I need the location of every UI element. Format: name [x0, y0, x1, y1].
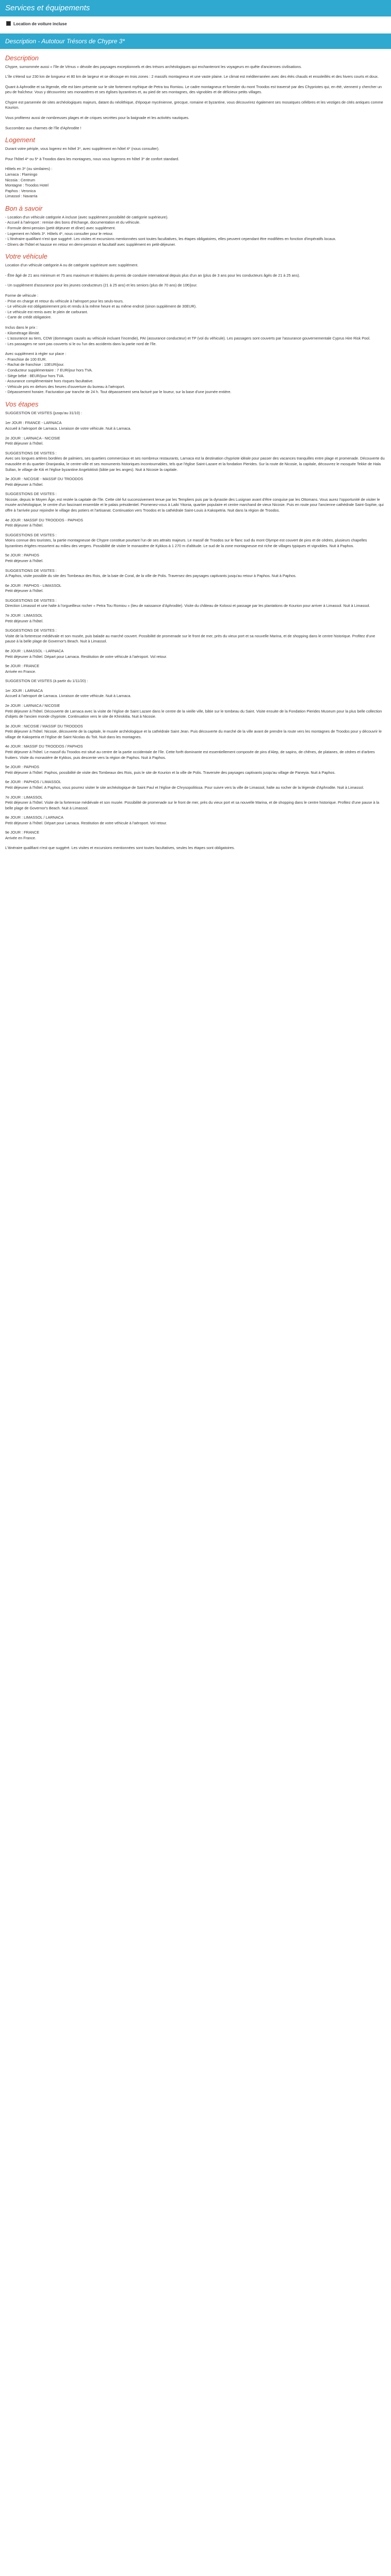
description-paragraph: Succombez aux charmes de l'île d'Aphrodite ! [5, 125, 82, 130]
day-text: Petit déjeuner à l'hôtel. [5, 441, 44, 446]
itinerary-day [5, 795, 386, 811]
day-text: Accueil à l'aéroport de Larnaca. Livraison de votre véhicule. Nuit à Larnaca. [5, 693, 132, 699]
section-title: Description - Autotour Trésors de Chypre 3* [0, 33, 391, 49]
formule-list [5, 293, 386, 320]
day-title: 6e JOUR : PAPHOS / LIMASSOL [5, 779, 61, 785]
itinerary-day [5, 533, 386, 549]
itinerary-day [5, 765, 386, 775]
day-text: Nicosie, depuis le Moyen Âge, est restée la capitale de l'île. Cette cité fut successivement tenue par les Templiers puis par la dynastie des Lusignan avant d'être conquise par les Ottomans. Vous aurez l'opportunité de visiter le musée archéologique, le centre d'un fascinant ensemble et le palais présidentiel. Promenez-vous à Laiki Yitonia, quartier populaire et centre marchand de vieux Nicosie. Puis en route pour l'ancienne cathédrale Saint-Sophie, qui offre à l'arrivée pour rejoindre le village des potiers et l'artisanat. Continuation vers Troodos et la cathédrale Saint-Louis à Kakopetria. Nuit dans la région de Troodos. [5, 497, 384, 513]
day-title: 4e JOUR : MASSIF DU TROODOS / PAPHOS [5, 744, 83, 749]
formule-item: - Le véhicule est remis avec le plein de carburant. [5, 309, 88, 314]
day-text: Moins connue des touristes, la partie montagneuse de Chypre constitue pourtant l'un de ses attraits majeurs. Le massif de Troodos sur le flanc sud du mont Olympe est couvert de pins et de cèdres, plusieurs chapelles byzantines érigées ressortent au milieu des vergers. Possibilité de visiter le monastère de Kykkos à 1 270 m d'altitude. Le sud de la zone montagneuse est riche de villages typiques et vignobles. Nuit à Paphos. [5, 538, 367, 548]
inclus-item: - L'assurance au tiers, CDW (dommages causés au véhicule incluant l'incendie), PAI (assurance conducteur) et TP (vol du véhicule). Les passagers sont couverts par l'assurance gouvernementale Cyprus Hire Risk Pool. [5, 336, 370, 341]
bon-a-savoir-heading: Bon à savoir [5, 204, 43, 212]
vehicule-age: - Être âgé de 21 ans minimum et 75 ans maximum et titulaires du permis de conduire international depuis plus d'un an (plus de 3 ans pour les conducteurs âgés de 21 à 25 ans). [5, 273, 300, 278]
day-title: 5e JOUR : PAPHOS [5, 765, 39, 770]
day-text: Petit déjeuner à l'hôtel. [5, 523, 44, 528]
day-text: Petit déjeuner à l'hôtel. Départ pour Larnaca. Restitution de votre véhicule à l'aéroport. Vol retour. [5, 820, 167, 825]
day-text: Petit déjeuner à l'hôtel. A Paphos, vous pourrez visiter le site archéologique de Saint Paul et l'église de Chrysopolitissa. Pour suivre vers la ville de Limassol, halte au rocher de la légende d'Aphrodite. Nuit à Limassol. [5, 785, 364, 790]
hotel-list-title: Hôtels en 3* (ou similaires) : [5, 166, 53, 172]
day-title: SUGGESTIONS DE VISITES : [5, 598, 57, 603]
day-title: SUGGESTIONS DE VISITES : [5, 532, 57, 537]
logement-heading: Logement [5, 136, 35, 144]
info-item: - Accueil à l'aéroport : remise des bons d'échange, documentation et du véhicule. [5, 220, 140, 225]
day-title: 6e JOUR : PAPHOS - LIMASSOL [5, 583, 61, 588]
itinerary-day [5, 436, 386, 447]
day-title: 9e JOUR : FRANCE [5, 830, 40, 835]
description-paragraph: Chypre est parsemée de sites archéologiques majeurs, datant du néolithique, d'époque mycénienne, grecque, romaine et byzantine, vous découvrirez également ses mosaïques célèbres et les vestiges de cités antiques comme Kourion. [5, 99, 383, 110]
day-text: Arrivée en France. [5, 835, 37, 840]
day-text: Petit déjeuner à l'hôtel. [5, 588, 44, 594]
suggestion-title: SUGGESTION DE VISITES (jusqu'au 31/10) : [5, 410, 83, 415]
formule-item: - Carte de crédit obligatoire. [5, 315, 52, 320]
itinerary-day [5, 598, 386, 609]
day-title: SUGGESTIONS DE VISITES : [5, 568, 57, 573]
logement-note: Pour l'hôtel 4* ou 5* à Troodos dans les montagnes, nous vous logerons en hôtel 3* de confort standard. [5, 156, 180, 161]
day-title: SUGGESTIONS DE VISITES : [5, 450, 57, 455]
itinerary-footer: L'itinéraire qualifiant n'est que suggéré. Les visites et excursions mentionnées sont toutes facultatives, seules les étapes sont obligatoires. [5, 845, 235, 850]
itinerary-day [5, 724, 386, 740]
day-title: 2e JOUR : LARNACA / NICOSIE [5, 703, 60, 708]
inclus-item: - Les passagers ne sont pas couverts si le ou l'un des accidents dans la partie nord de l'île. [5, 341, 157, 346]
etapes-heading: Vos étapes [5, 400, 39, 408]
supplement-item: - Assurance complémentaire hors risques facultative. [5, 379, 94, 384]
day-title: SUGGESTIONS DE VISITES : [5, 628, 57, 633]
itinerary-day [5, 568, 386, 579]
day-text: Petit déjeuner à l'hôtel. Nicosie, découverte de la capitale, le musée archéologique et la cathédrale Saint Jean. Puis découverte du marché de la ville avant de prendre la route vers les montagnes de Troodos pour y découvrir le village de Kakopetria et l'église de Saint Nicolas du Toit. Nuit dans les montagnes. [5, 729, 382, 739]
day-title: 7e JOUR : LIMASSOL [5, 794, 43, 800]
info-item: - Location d'un véhicule catégorie A incluse (avec supplément possibilité de catégorie supérieure). [5, 214, 169, 219]
day-text: Petit déjeuner à l'hôtel. Paphos, possibilité de visite des Tombeaux des Rois, puis le site de Kourion et la ville de Polis. Traversée des paysages captivants jusqu'au village de Paneyia. Nuit à Paphos. [5, 770, 336, 775]
description-paragraph: L'île s'étend sur 230 km de longueur et 80 km de largeur et se découpe en trois zones : 2 massifs montagneux et une vaste plaine. Le climat est méditerranéen avec des étés chauds et ensoleillés et des hivers courts et doux. [5, 74, 379, 79]
day-text: Accueil à l'aéroport de Larnaca. Livraison de votre véhicule. Nuit à Larnaca. [5, 426, 132, 431]
itinerary-day [5, 420, 386, 431]
hotel-item: Montagne : Troodos Hotel [5, 183, 48, 188]
itinerary-day [5, 830, 386, 841]
day-text: Petit déjeuner à l'hôtel. [5, 558, 44, 564]
formule-item: - Le véhicule est obligatoirement pris et rendu à la même heure et au même endroit (sinon supplément de 30EUR). [5, 304, 197, 309]
day-text: Petit déjeuner à l'hôtel. Le massif du Troodos est situé au centre de la partie occidentale de l'île. Cette forêt dominante est essentiellement composée de pins d'Alep, de sapins, de chênes, de platanes, de cèdres et d'arbres fruitiers. Visite du monastère de Kykkos, puis descente vers la région de Paphos. Nuit à Paphos. [5, 750, 375, 760]
hotel-list [5, 166, 386, 199]
formule-item: - Prise en charge et retour du véhicule à l'aéroport pour les seuls-tours. [5, 298, 124, 303]
itinerary-day [5, 703, 386, 720]
day-title: 9e JOUR : FRANCE [5, 664, 40, 669]
vehicule-heading: Votre véhicule [5, 252, 47, 261]
supplement-item: - Franchise de 100 EUR. [5, 357, 47, 362]
hotel-item: Limassol : Navarria [5, 194, 38, 199]
vehicule-supplement: - Un supplément d'assurance pour les jeunes conducteurs (21 à 25 ans) et les seniors (plus de 70 ans) de 10€/jour. [5, 283, 198, 288]
vehicule-intro: Location d'un véhicule catégorie A ou de catégorie supérieure avec supplément. [5, 263, 139, 268]
services-header: Services et équipements [0, 0, 391, 16]
car-rental-label: Location de voiture incluse [13, 22, 67, 26]
day-title: 1er JOUR : LARNACA [5, 688, 43, 693]
day-text: A Paphos, visite possible du site des Tombeaux des Rois, de la baie de Coral, de la ville de Polis. Traversez des paysages captivants jusqu'au retour à Paphos. Nuit à Paphos. [5, 573, 297, 579]
itinerary-day [5, 664, 386, 674]
itinerary-day [5, 583, 386, 594]
formule-title: Forme de véhicule : [5, 293, 39, 298]
day-title: 7e JOUR : LIMASSOL [5, 613, 43, 618]
inclus-item: - Kilométrage illimité. [5, 330, 40, 335]
itinerary-day [5, 688, 386, 699]
checkbox-icon[interactable] [6, 21, 11, 26]
supplement-item: - Rachat de franchise : 10EUR/jour. [5, 362, 64, 367]
itinerary-day [5, 628, 386, 645]
car-rental-option[interactable] [0, 16, 391, 32]
supplement-item: - Siège bébé : 8EUR/jour hors TVA. [5, 373, 64, 378]
day-text: Visite de la forteresse médiévale et son musée, puis balade au marché couvert. Possibilité de promenade sur le front de mer, près du vieux port et sa nouvelle Marina, et de shopping dans le centre historique. Profitez d'une pause à la belle plage de Governor's Beach. Nuit à Limassol. [5, 633, 376, 644]
day-text: Petit déjeuner à l'hôtel. Découverte de Larnaca avec la visite de l'église de Saint Lazare dans le centre de la vieille ville, bâtie sur le tombeau du Saint. Visite ensuite de la Fondation Pierides Museum pour la plus belle collection d'objets de l'ancien monde chypriote. Continuation vers le site de Khirokitia. Nuit à Nicosie. [5, 708, 382, 719]
inclus-list [5, 325, 386, 347]
itinerary [5, 420, 386, 841]
itinerary-day [5, 613, 386, 624]
day-text: Petit déjeuner à l'hôtel. Visite de la forteresse médiévale et son musée. Possibilité de promenade sur le front de mer, près du vieux port et sa nouvelle Marina, et de shopping dans le centre historique. Profitez d'une pause à la belle plage de Governor's Beach. Nuit à Limassol. [5, 800, 380, 810]
day-text: Avec ses longues artères bordées de palmiers, ses quartiers commerciaux et ses nombreux restaurants, Larnaca est la destination chypriote idéale pour passer des vacances tranquilles entre plage et promenade. Découverte du mausolée et du quartier Oranjaraka, le centre-ville et ses monuments historiques incontournables, tels que l'église Saint-Lazare et la fondation Pierides. Sur la route de Nicosie, la capitale, découvrez le mosquée Tekke de Hala Sultan, le village de Kiti et l'église byzantine Angeloktisti (bâtie par les anges). Nuit à Nicosie la capitale. [5, 456, 385, 472]
hotel-item: Larnaca : Flamingo [5, 172, 38, 177]
description-body [5, 64, 386, 131]
supplement-item: - Dépassement horaire. Facturation par tranche de 24 h. Tout dépassement sera facturé par le loueur, sur la base d'une journée entière. [5, 389, 232, 395]
info-item: - Logement en hôtels 3*. Hôtels 4*, nous consulter pour le retour. [5, 231, 113, 236]
description-heading: Description [5, 54, 39, 62]
day-text: Arrivée en France. [5, 669, 37, 674]
day-title: 1er JOUR : FRANCE - LARNACA [5, 420, 62, 426]
description-paragraph: Vous profiterez aussi de nombreuses plages et de criques secrètes pour la baignade et les activités nautiques. [5, 115, 189, 121]
day-text: Petit déjeuner à l'hôtel. [5, 618, 44, 623]
supplement-title: Avec supplément à régler sur place : [5, 351, 67, 357]
itinerary-day [5, 553, 386, 564]
itinerary-day [5, 779, 386, 790]
itinerary-day [5, 477, 386, 487]
inclus-title: Inclus dans le prix : [5, 325, 38, 330]
info-item: - L'itinéraire qualifiant n'est que suggéré. Les visites et excursions mentionnées sont toutes facultatives, les étapes obligatoires, elles peuvent cependant être modifiées en fonction d'impératifs locaux. [5, 236, 336, 242]
day-title: 3e JOUR : NICOSIE / MASSIF DU TROODOS [5, 723, 83, 728]
supplement-item: - Conducteur supplémentaire : 7 EUR/jour hors TVA. [5, 367, 93, 372]
info-item: - Formule demi-pension (petit déjeuner et dîner) avec supplément. [5, 226, 116, 230]
itinerary-day [5, 518, 386, 529]
description-paragraph: Chypre, surnommée aussi « l'île de Vénus » dévoile des paysages exceptionnels et des trésors archéologiques qui enchanteront les voyageurs en quête d'anciennes civilisations. [5, 64, 302, 69]
supplement-item: - Véhicule pris en dehors des heures d'ouverture du bureau à l'aéroport. [5, 384, 125, 389]
itinerary-day [5, 649, 386, 659]
supplement-list [5, 351, 386, 395]
content [0, 54, 391, 851]
itinerary-day [5, 815, 386, 826]
day-title: SUGGESTION DE VISITES (à partir du 1/11/20) : [5, 679, 88, 684]
info-item: - Dîners de l'hôtel et hausse en retour en demi-pension et facultatif avec supplément en petit-déjeuner. [5, 242, 176, 247]
itinerary-day [5, 679, 386, 684]
page [0, 0, 391, 855]
day-text: Petit déjeuner à l'hôtel. [5, 482, 44, 487]
day-title: 5e JOUR : PAPHOS [5, 553, 39, 558]
day-title: SUGGESTIONS DE VISITES : [5, 492, 57, 497]
bon-a-savoir-list [5, 215, 386, 247]
description-paragraph: Quant à Aphrodite et sa légende, elle est bien présente sur le site fortement mythique de Petra tou Romiou. Le cadre montagneux et forestier du mont Troodos est traversé par des Chypriotes qui, en été, viennent y chercher un peu de fraîcheur. Vous y découvrirez ses monastères et ses églises byzantines et, au pied de ses montagnes, des vignobles et de délicieux petits villages. [5, 84, 382, 95]
hotel-item: Paphos : Veronica [5, 188, 36, 193]
day-text: Direction Limassol et une halte à l'orgueilleux rocher « Petra Tou Romiou » (lieu de naissance d'Aphrodite). Visite du château de Kolossi et passage par les plantations de Kourion pour arriver à Limassol. Nuit à Limassol. [5, 603, 370, 608]
day-text: Petit déjeuner à l'hôtel. Départ pour Larnaca. Restitution de votre véhicule à l'aéroport. Vol retour. [5, 654, 167, 659]
day-title: 3e JOUR : NICOSIE - MASSIF DU TROODOS [5, 477, 84, 482]
itinerary-day [5, 744, 386, 760]
hotel-item: Nicosia : Centrum [5, 177, 35, 182]
logement-intro: Durant votre périple, vous logerez en hôtel 3*, avec supplément en hôtel 4* (nous consulter). [5, 146, 159, 151]
day-title: 8e JOUR : LIMASSOL - LARNACA [5, 648, 64, 653]
itinerary-day [5, 451, 386, 472]
day-title: 2e JOUR : LARNACA - NICOSIE [5, 435, 60, 440]
day-title: 4e JOUR : MASSIF DU TROODOS - PAPHOS [5, 517, 83, 522]
itinerary-day [5, 492, 386, 513]
day-title: 8e JOUR : LIMASSOL / LARNACA [5, 815, 63, 820]
